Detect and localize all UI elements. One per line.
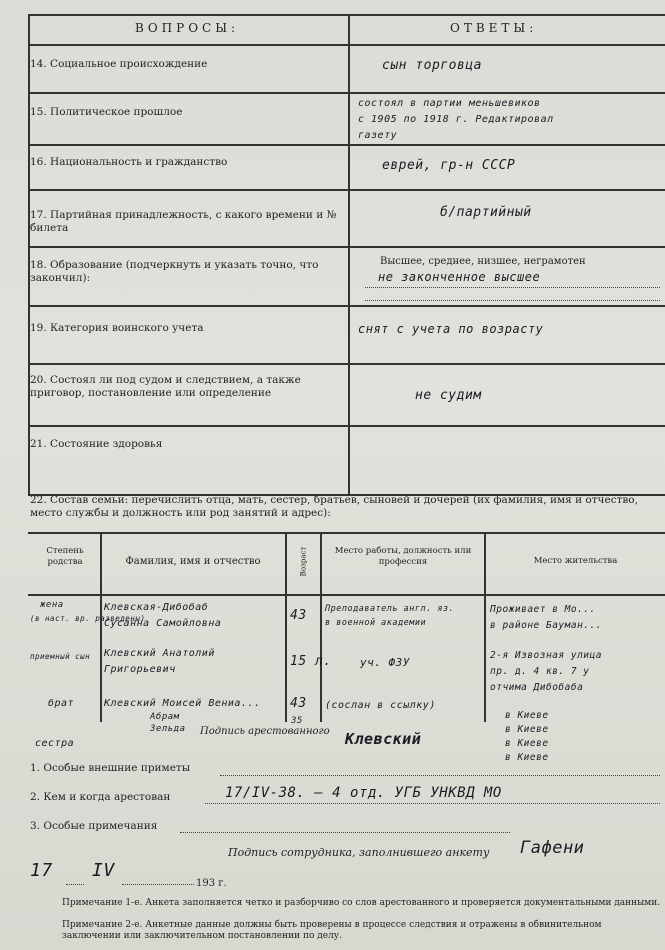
col-header-work: Место работы, должность или профессия xyxy=(334,546,472,567)
answer-17: б/партийный xyxy=(440,205,532,220)
item-2-arrested-by: 2. Кем и когда арестован xyxy=(30,791,171,803)
question-14: 14. Социальное происхождение xyxy=(30,58,208,70)
answer-20: не судим xyxy=(415,388,482,403)
question-17: 17. Партийная принадлежность, с какого времени и № билета xyxy=(30,209,337,234)
answers-header: ОТВЕТЫ: xyxy=(450,21,538,35)
left-border xyxy=(28,14,30,494)
row-line xyxy=(28,144,665,146)
col-header-residence: Место жительства xyxy=(533,556,618,566)
family-row3-residence-line1: в Киеве xyxy=(505,710,549,721)
note-1: Примечание 1-е. Анкета заполняется четко и разборчиво со слов арестованного и проверяется документальными данными. xyxy=(62,898,661,908)
family-row3-age-2: 35 xyxy=(291,716,303,726)
row-line xyxy=(28,189,665,191)
col-header-name: Фамилия, имя и отчество xyxy=(125,556,261,567)
family-table-header-bottom xyxy=(28,594,665,596)
date-year: 193 г. xyxy=(196,878,227,889)
answer-14: сын торговца xyxy=(382,58,482,73)
family-row2-work: уч. ФЗУ xyxy=(360,656,410,669)
note-2: Примечание 2-е. Анкетные данные должны быть проверены в процессе следствия и отражены в обвинительном заключении или заключительном постановлении по делу. xyxy=(62,920,602,941)
item-2-value: 17/IV-38. — 4 отд. УГБ УНКВД МО xyxy=(225,785,502,801)
row-line xyxy=(28,305,665,307)
family-row2-relation: приемный сын xyxy=(30,652,91,661)
questions-header: ВОПРОСЫ: xyxy=(135,21,240,35)
question-20: 20. Состоял ли под судом и следствием, а также приговор, постановление или определение xyxy=(30,374,301,399)
family-row3-name-line1: Клевский Моисей Вениа... xyxy=(104,698,261,709)
family-row3-name-line2: Абрам xyxy=(150,712,180,722)
header-bottom-line xyxy=(28,44,665,46)
answer-line xyxy=(220,775,660,776)
date-day: 17 xyxy=(30,860,53,881)
row-line xyxy=(28,425,665,427)
col-line xyxy=(100,532,102,722)
col-line xyxy=(484,532,486,722)
family-row3-work: (сослан в ссылку) xyxy=(325,700,436,711)
family-row1-age: 43 xyxy=(290,608,307,623)
question-15: 15. Политическое прошлое xyxy=(30,106,183,118)
family-row3-residence-line3: в Киеве xyxy=(505,738,549,749)
question-16: 16. Национальность и гражданство xyxy=(30,156,228,168)
family-row3-residence-line4: в Киеве xyxy=(505,752,549,763)
top-border xyxy=(28,14,665,16)
date-line xyxy=(122,884,194,885)
center-divider xyxy=(348,14,350,494)
question-21: 21. Состояние здоровья xyxy=(30,438,163,450)
family-row2-residence-line2: пр. д. 4 кв. 7 у xyxy=(490,666,590,677)
family-row2-residence-line3: отчима Дибобаба xyxy=(490,682,584,693)
family-row3-age: 43 xyxy=(290,696,307,711)
family-row2-residence-line1: 2-я Извозная улица xyxy=(490,650,602,661)
family-row1-work-line1: Преподаватель англ. яз. xyxy=(325,604,455,614)
answer-line xyxy=(365,300,660,301)
answer-line xyxy=(180,832,510,833)
education-options: Высшее, среднее, низшее, неграмотен xyxy=(380,256,586,267)
row-line xyxy=(28,92,665,94)
answer-line xyxy=(365,287,660,288)
family-row1-residence-line1: Проживает в Мо... xyxy=(490,604,596,615)
col-header-relation: Степень родства xyxy=(46,546,84,567)
date-month: IV xyxy=(92,860,115,881)
row-line xyxy=(28,246,665,248)
answer-18: не законченное высшее xyxy=(378,270,541,284)
family-row3-relation: брат xyxy=(48,698,75,709)
question-22: 22. Состав семьи: перечислить отца, мать, сестер, братьев, сыновей и дочерей (их фамилия, имя и отчество, место службы и должность или род занятий и адрес): xyxy=(30,494,638,519)
family-row4-relation: сестра xyxy=(35,738,75,749)
col-line xyxy=(320,532,322,722)
family-row1-relation: жена xyxy=(40,600,64,610)
family-row3-name-line3: Зельда xyxy=(150,724,186,734)
answer-15-line1: состоял в партии меньшевиков xyxy=(358,98,541,109)
answer-19: снят с учета по возрасту xyxy=(358,322,544,336)
family-row1-name-line1: Клевская-Дибобаб xyxy=(104,602,209,613)
family-row1-name-line2: Сусанна Самойловна xyxy=(104,618,222,629)
question-19: 19. Категория воинского учета xyxy=(30,322,204,334)
answer-15-line2: с 1905 по 1918 г. Редактировал xyxy=(358,114,554,125)
item-3-special-notes: 3. Особые примечания xyxy=(30,820,158,832)
family-table-top xyxy=(28,532,665,534)
family-row1-work-line2: в военной академии xyxy=(325,618,427,628)
employee-signature-label: Подпись сотрудника, заполнившего анкету xyxy=(228,846,490,859)
employee-signature: Гафени xyxy=(520,838,585,858)
arrested-signature: Клевский xyxy=(345,730,422,748)
arrested-signature-label: Подпись арестованного xyxy=(200,726,330,737)
item-1-special-features: 1. Особые внешние приметы xyxy=(30,762,191,774)
answer-15-line3: газету xyxy=(358,130,398,141)
col-line xyxy=(285,532,287,722)
family-row2-age: 15 л. xyxy=(290,654,332,669)
family-row3-residence-line2: в Киеве xyxy=(505,724,549,735)
family-row1-relation-note: (в наст. вр. разведены) xyxy=(30,614,146,623)
date-line xyxy=(66,884,84,885)
answer-line xyxy=(205,803,660,804)
col-header-age: Возраст xyxy=(299,546,308,577)
answer-16: еврей, гр-н СССР xyxy=(382,158,516,173)
row-line xyxy=(28,363,665,365)
question-18: 18. Образование (подчеркнуть и указать точно, что закончил): xyxy=(30,259,319,284)
family-row2-name-line1: Клевский Анатолий xyxy=(104,648,215,659)
family-row2-name-line2: Григорьевич xyxy=(104,664,176,675)
family-row1-residence-line2: в районе Бауман... xyxy=(490,620,602,631)
